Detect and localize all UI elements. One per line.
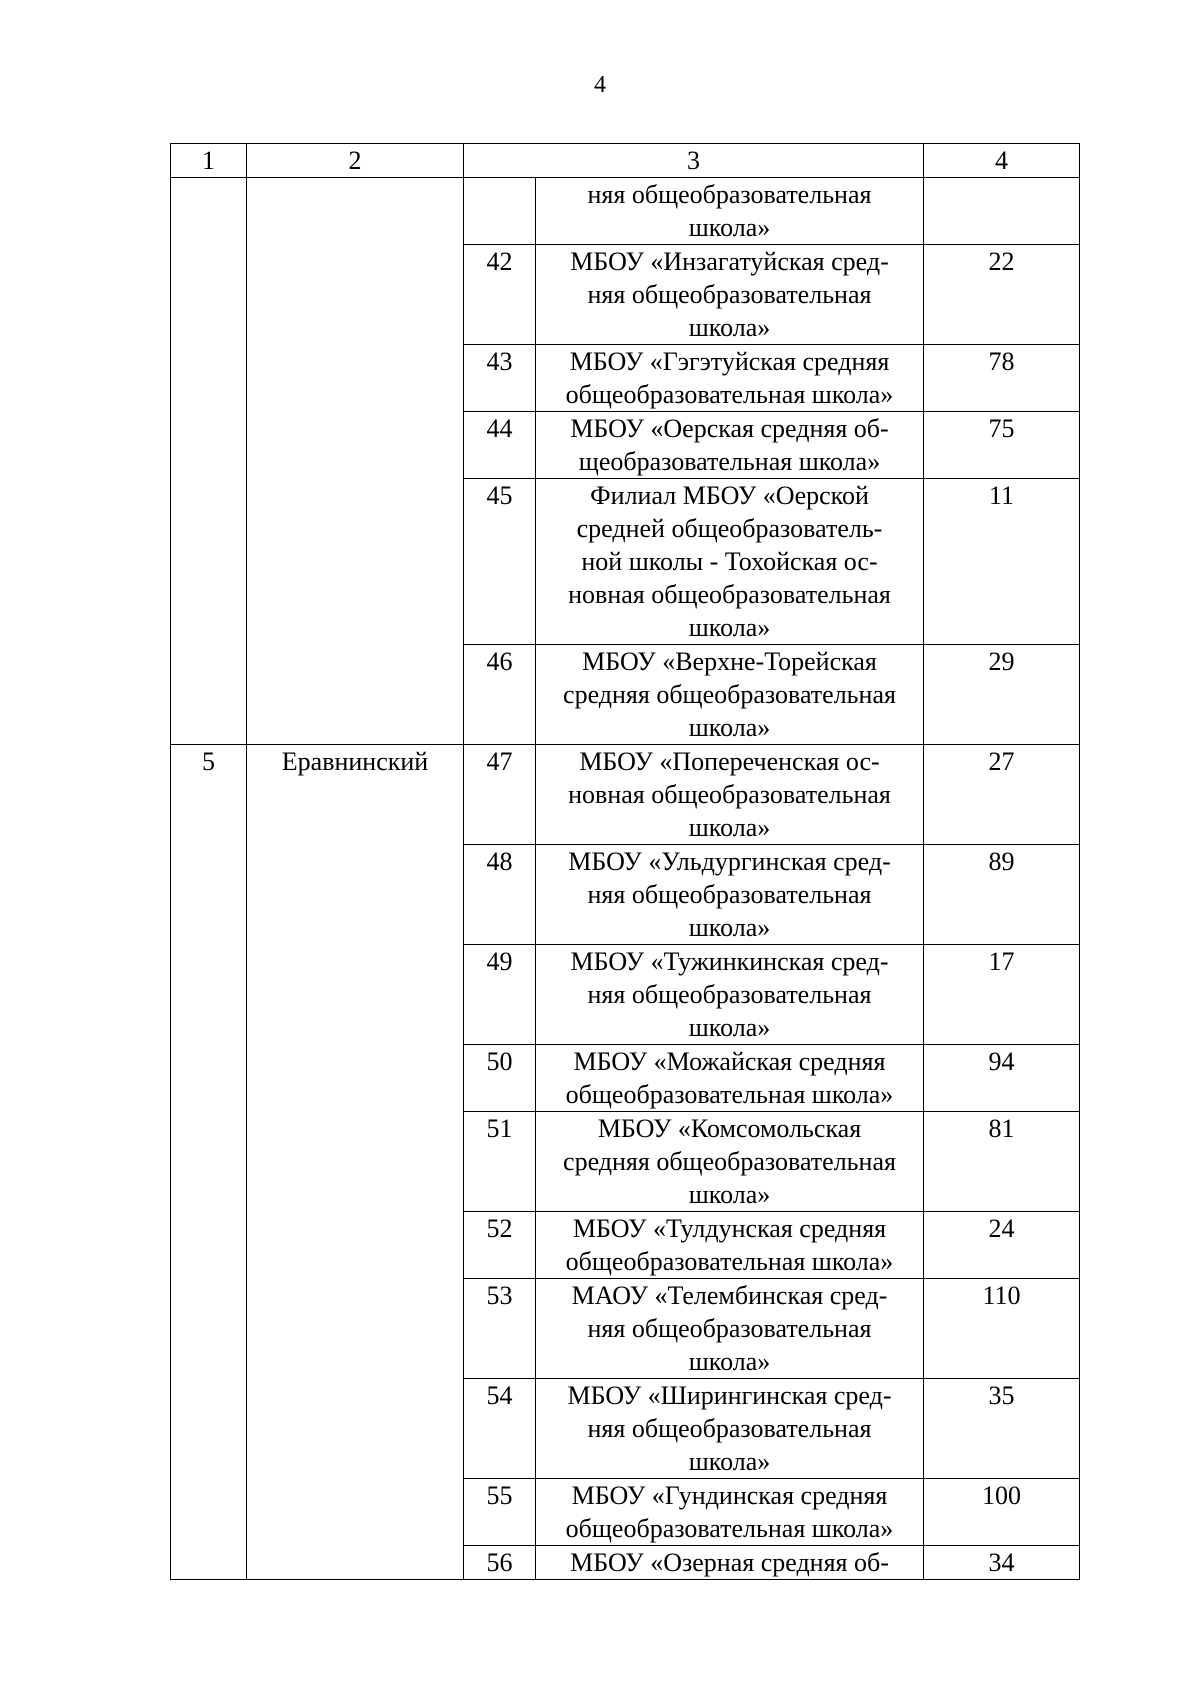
row-number: 46 bbox=[464, 645, 536, 745]
row-value bbox=[924, 178, 1080, 245]
school-name bbox=[536, 845, 924, 945]
school-name-line: ной школы - Тохойская ос- bbox=[581, 547, 878, 576]
school-name-line: новная общеобразовательная bbox=[568, 780, 891, 809]
school-name-line: школа» bbox=[688, 313, 771, 342]
school-name bbox=[536, 1479, 924, 1546]
row-value: 27 bbox=[924, 745, 1080, 845]
row-number: 54 bbox=[464, 1379, 536, 1479]
group-index-cell bbox=[171, 178, 247, 745]
school-name-line: МБОУ «Верхне-Торейская bbox=[582, 647, 877, 676]
row-number: 53 bbox=[464, 1279, 536, 1379]
school-name-line: школа» bbox=[688, 913, 771, 942]
school-name-line: общеобразовательная школа» bbox=[565, 1247, 894, 1276]
row-value: 75 bbox=[924, 412, 1080, 479]
row-number: 56 bbox=[464, 1546, 536, 1580]
row-number: 51 bbox=[464, 1112, 536, 1212]
school-name-line: школа» bbox=[688, 1180, 771, 1209]
school-name-line: общеобразовательная школа» bbox=[565, 380, 894, 409]
school-name-line: МБОУ «Гэгэтуйская средняя bbox=[569, 347, 890, 376]
header-col-3: 3 bbox=[464, 144, 924, 178]
school-name bbox=[536, 1279, 924, 1379]
school-name-line: МБОУ «Тулдунская средняя bbox=[572, 1214, 887, 1243]
header-col-4: 4 bbox=[924, 144, 1080, 178]
school-name-line: школа» bbox=[688, 813, 771, 842]
school-name-line: МБОУ «Инзагатуйская сред- bbox=[570, 247, 889, 276]
school-name bbox=[536, 245, 924, 345]
table-row bbox=[171, 745, 1080, 845]
district-cell bbox=[247, 178, 464, 745]
school-name-line: общеобразовательная школа» bbox=[565, 1080, 894, 1109]
row-number: 44 bbox=[464, 412, 536, 479]
school-name bbox=[536, 1045, 924, 1112]
row-value: 24 bbox=[924, 1212, 1080, 1279]
group-index-cell: 5 bbox=[171, 745, 247, 1580]
row-value: 94 bbox=[924, 1045, 1080, 1112]
school-name-line: няя общеобразовательная bbox=[587, 180, 872, 209]
row-number: 43 bbox=[464, 345, 536, 412]
school-name-line: МБОУ «Поперечeнская ос- bbox=[579, 747, 880, 776]
row-value: 29 bbox=[924, 645, 1080, 745]
school-name bbox=[536, 412, 924, 479]
header-col-2: 2 bbox=[247, 144, 464, 178]
header-row bbox=[171, 144, 1080, 178]
row-value: 110 bbox=[924, 1279, 1080, 1379]
school-name bbox=[536, 345, 924, 412]
school-name-line: МБОУ «Тужинкинская сред- bbox=[570, 947, 889, 976]
row-value: 35 bbox=[924, 1379, 1080, 1479]
row-number: 48 bbox=[464, 845, 536, 945]
school-name-line: общеобразовательная школа» bbox=[565, 1514, 894, 1543]
school-name-line: МБОУ «Можайская средняя bbox=[573, 1047, 886, 1076]
row-number: 49 bbox=[464, 945, 536, 1045]
school-name-line: МБОУ «Оерская средняя об- bbox=[570, 414, 889, 443]
school-name bbox=[536, 178, 924, 245]
school-name bbox=[536, 1546, 924, 1580]
school-name bbox=[536, 745, 924, 845]
school-name-line: няя общеобразовательная bbox=[587, 1414, 872, 1443]
school-name-line: новная общеобразовательная bbox=[568, 580, 891, 609]
row-number: 45 bbox=[464, 479, 536, 645]
row-number bbox=[464, 178, 536, 245]
school-name-line: МБОУ «Ульдургинская сред- bbox=[568, 847, 891, 876]
header-col-1: 1 bbox=[171, 144, 247, 178]
row-value: 89 bbox=[924, 845, 1080, 945]
school-name-line: школа» bbox=[688, 613, 771, 642]
row-value: 17 bbox=[924, 945, 1080, 1045]
school-name-line: няя общеобразовательная bbox=[587, 980, 872, 1009]
school-name bbox=[536, 1112, 924, 1212]
school-name-line: МАОУ «Телембинская сред- bbox=[571, 1281, 888, 1310]
row-number: 47 bbox=[464, 745, 536, 845]
school-name-line: МБОУ «Озерная средняя об- bbox=[570, 1548, 889, 1577]
school-name bbox=[536, 645, 924, 745]
row-value: 34 bbox=[924, 1546, 1080, 1580]
row-number: 52 bbox=[464, 1212, 536, 1279]
school-name bbox=[536, 479, 924, 645]
school-name-line: средняя общеобразовательная bbox=[563, 680, 896, 709]
school-name-line: школа» bbox=[688, 1447, 771, 1476]
school-name-line: школа» bbox=[688, 213, 771, 242]
table-row bbox=[171, 178, 1080, 245]
school-name-line: Филиал МБОУ «Оерской bbox=[590, 481, 869, 510]
school-name-line: няя общеобразовательная bbox=[587, 280, 872, 309]
school-name bbox=[536, 945, 924, 1045]
row-value: 78 bbox=[924, 345, 1080, 412]
row-number: 50 bbox=[464, 1045, 536, 1112]
row-value: 11 bbox=[924, 479, 1080, 645]
school-name-line: школа» bbox=[688, 713, 771, 742]
district-cell: Еравнинский bbox=[247, 745, 464, 1580]
school-name-line: школа» bbox=[688, 1013, 771, 1042]
school-name-line: МБОУ «Комсомольская bbox=[597, 1114, 862, 1143]
school-name-line: школа» bbox=[688, 1347, 771, 1376]
school-name-line: МБОУ «Гундинская средняя bbox=[571, 1481, 888, 1510]
school-name-line: щеобразовательная школа» bbox=[578, 447, 881, 476]
schools-table bbox=[170, 143, 1080, 1580]
school-name bbox=[536, 1212, 924, 1279]
row-number: 42 bbox=[464, 245, 536, 345]
school-name-line: средней общеобразователь- bbox=[576, 514, 883, 543]
row-value: 81 bbox=[924, 1112, 1080, 1212]
row-value: 100 bbox=[924, 1479, 1080, 1546]
row-number: 55 bbox=[464, 1479, 536, 1546]
school-name bbox=[536, 1379, 924, 1479]
school-name-line: средняя общеобразовательная bbox=[563, 1147, 896, 1176]
page-number: 4 bbox=[594, 72, 606, 98]
school-name-line: няя общеобразовательная bbox=[587, 880, 872, 909]
row-value: 22 bbox=[924, 245, 1080, 345]
school-name-line: МБОУ «Ширингинская сред- bbox=[567, 1381, 892, 1410]
school-name-line: няя общеобразовательная bbox=[587, 1314, 872, 1343]
